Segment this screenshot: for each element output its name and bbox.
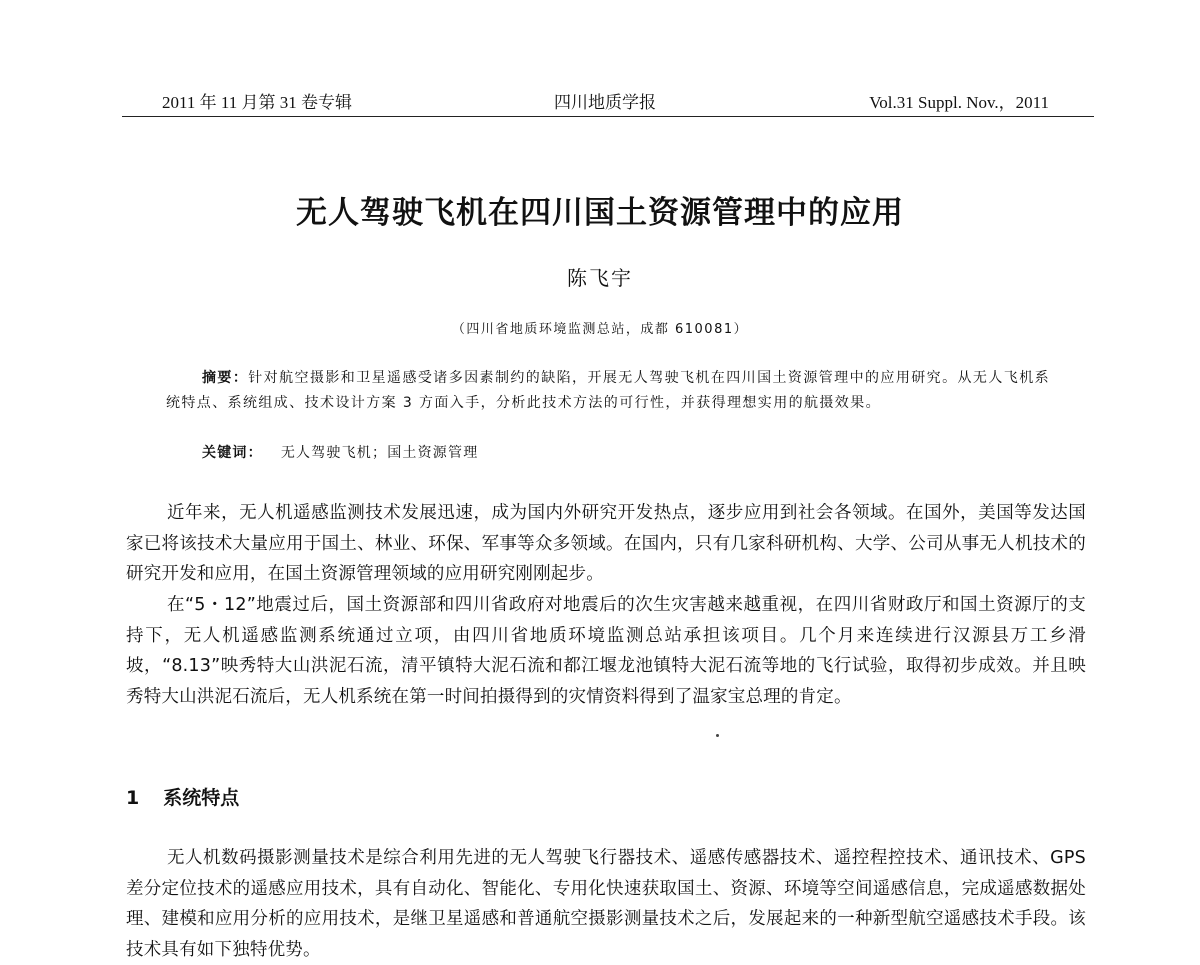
keywords [202, 442, 478, 462]
volume-info: Vol.31 Suppl. Nov.，2011 [869, 93, 1049, 112]
abstract-text: 针对航空摄影和卫星遥感受诸多因素制约的缺陷，开展无人驾驶飞机在四川国土资源管理中的应用研究。从无人飞机系统特点、系统组成、技术设计方案 3 方面入手，分析此技术方法的可行性，并获得理想实用的航摄效果。 [166, 370, 1051, 411]
author-name: 陈飞宇 [567, 266, 633, 290]
scan-dot [716, 734, 719, 737]
author-affiliation: （四川省地质环境监测总站，成都 610081） [451, 322, 749, 337]
journal-issue-info: 2011 年 11 月第 31 卷专辑 [162, 93, 352, 112]
keywords-label: 关键词： [202, 445, 263, 461]
body-paragraph-3: 无人机数码摄影测量技术是综合利用先进的无人驾驶飞行器技术、遥感传感器技术、遥控程控技术、通讯技术、GPS 差分定位技术的遥感应用技术，具有自动化、智能化、专用化快速获取国土、资源、环境等空间遥感信息，完成遥感数据处理、建模和应用分析的应用技术，是继卫星遥感和普通航空摄影测量技术之后，发展起来的一种新型航空遥感技术手段。该技术具有如下独特优势。 [126, 848, 1086, 960]
abstract-label: 摘要： [202, 370, 249, 386]
section-heading-1 [126, 783, 239, 810]
body-paragraph-1: 近年来，无人机遥感监测技术发展迅速，成为国内外研究开发热点，逐步应用到社会各领域。在国外，美国等发达国家已将该技术大量应用于国土、林业、环保、军事等众多领域。在国内，只有几家科研机构、大学、公司从事无人机技术的研究开发和应用，在国土资源管理领域的应用研究刚刚起步。 [126, 503, 1086, 584]
article-title: 无人驾驶飞机在四川国土资源管理中的应用 [296, 195, 904, 231]
running-header [122, 88, 1094, 116]
keywords-text: 无人驾驶飞机；国土资源管理 [280, 445, 479, 461]
journal-name: 四川地质学报 [554, 93, 656, 112]
section-title: 系统特点 [163, 787, 240, 809]
header-rule [122, 116, 1094, 117]
body-paragraph-2: 在“5・12”地震过后，国土资源部和四川省政府对地震后的次生灾害越来越重视，在四川省财政厅和国土资源厅的支持下，无人机遥感监测系统通过立项，由四川省地质环境监测总站承担该项目。几个月来连续进行汉源县万工乡滑坡，“8.13”映秀特大山洪泥石流，清平镇特大泥石流和都江堰龙池镇特大泥石流等地的飞行试验，取得初步成效。并且映秀特大山洪泥石流后，无人机系统在第一时间拍摄得到的灾情资料得到了温家宝总理的肯定。 [126, 595, 1086, 707]
section-number: 1 [126, 787, 140, 809]
abstract [166, 366, 1050, 416]
